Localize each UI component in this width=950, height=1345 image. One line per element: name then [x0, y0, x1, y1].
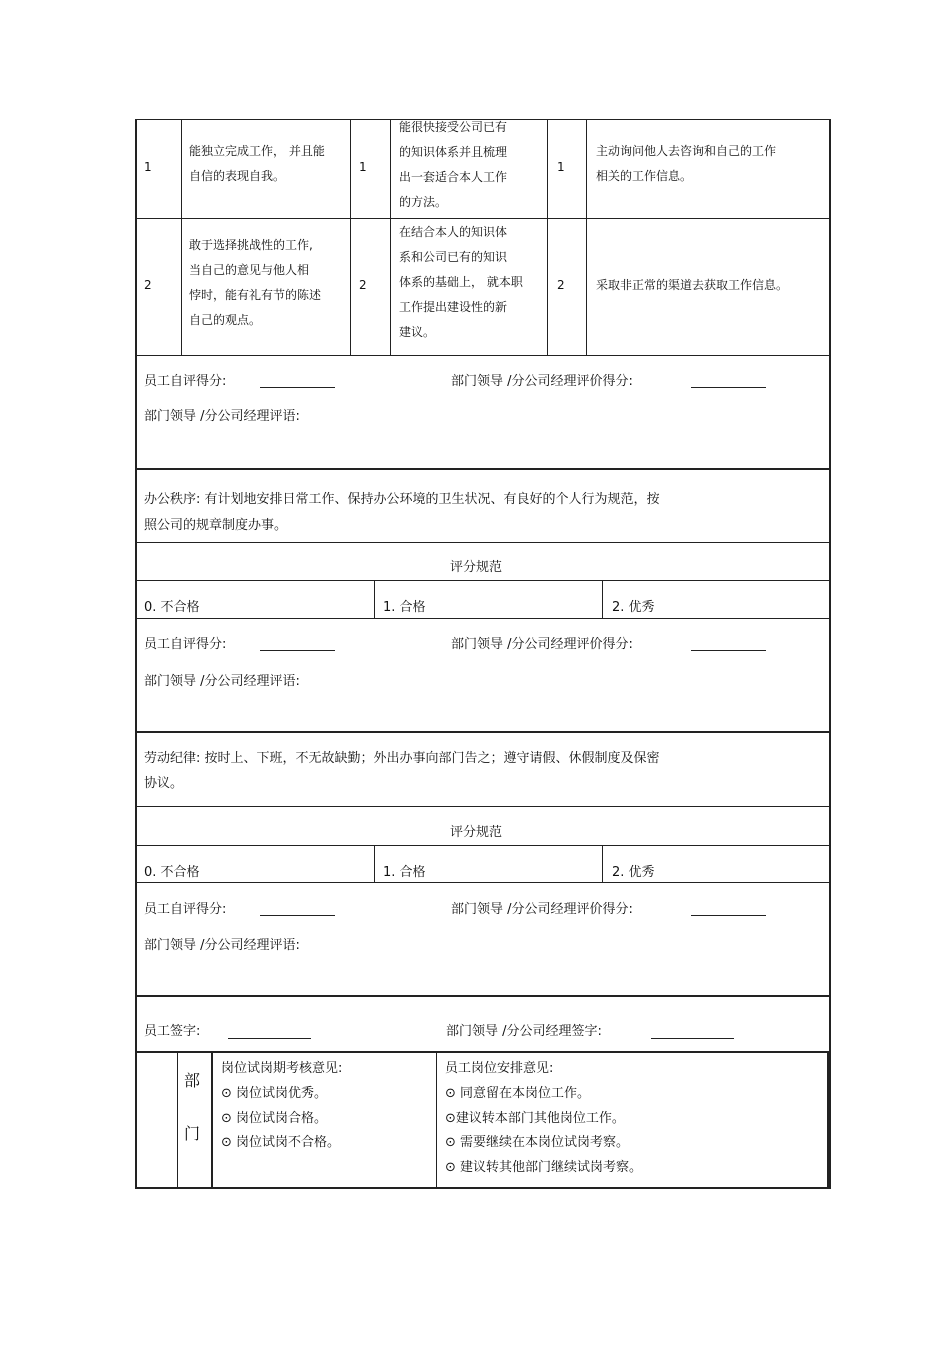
- leader-comment-label: 部门领导 /分公司经理评语:: [144, 938, 300, 953]
- level-cell: 1: [557, 160, 565, 174]
- leader-score-label: 部门领导 /分公司经理评价得分:: [451, 637, 633, 652]
- criteria-text: 采取非正常的渠道去获取工作信息。: [596, 278, 789, 292]
- option-excellent: 2. 优秀: [612, 865, 655, 880]
- leader-score-field[interactable]: [691, 650, 766, 651]
- department-label-char-1: 部: [184, 1071, 201, 1090]
- option-pass: 1. 合格: [383, 600, 426, 615]
- self-score-label: 员工自评得分:: [144, 902, 227, 917]
- probation-option-excellent[interactable]: ⊙ 岗位试岗优秀。: [221, 1086, 328, 1101]
- criteria-text: 能很快接受公司已有 的知识体系并且梳理 出一套适合本人工作 的方法。: [399, 120, 508, 209]
- placement-option-transfer-other[interactable]: ⊙ 建议转其他部门继续试岗考察。: [445, 1160, 643, 1175]
- option-fail: 0. 不合格: [144, 600, 200, 615]
- option-excellent: 2. 优秀: [612, 600, 655, 615]
- criteria-text: 在结合本人的知识体 系和公司已有的知识 体系的基础上， 就本职 工作提出建设性的新 建议。: [399, 225, 523, 339]
- office-order-text-line1: 办公秩序: 有计划地安排日常工作、保持办公环境的卫生状况、有良好的个人行为规范，按: [144, 492, 660, 507]
- self-score-field[interactable]: [260, 650, 335, 651]
- level-cell: 1: [359, 160, 367, 174]
- employee-signature-label: 员工签字:: [144, 1024, 201, 1039]
- criteria-text: 敢于选择挑战性的工作, 当自己的意见与他人相 悖时，能有礼有节的陈述 自己的观点。: [189, 238, 322, 327]
- leader-score-label: 部门领导 /分公司经理评价得分:: [451, 374, 633, 389]
- employee-signature-field[interactable]: [228, 1038, 311, 1039]
- placement-title: 员工岗位安排意见:: [445, 1061, 554, 1076]
- placement-option-stay[interactable]: ⊙ 同意留在本岗位工作。: [445, 1086, 591, 1101]
- leader-score-field[interactable]: [691, 915, 766, 916]
- criteria-title: 评分规范: [450, 825, 503, 840]
- labor-discipline-text-line2: 协议。: [144, 776, 184, 791]
- leader-score-field[interactable]: [691, 387, 766, 388]
- self-score-label: 员工自评得分:: [144, 374, 227, 389]
- leader-comment-label: 部门领导 /分公司经理评语:: [144, 409, 300, 424]
- self-score-field[interactable]: [260, 387, 335, 388]
- leader-score-label: 部门领导 /分公司经理评价得分:: [451, 902, 633, 917]
- leader-signature-field[interactable]: [651, 1038, 734, 1039]
- probation-option-fail[interactable]: ⊙ 岗位试岗不合格。: [221, 1135, 341, 1150]
- leader-signature-label: 部门领导 /分公司经理签字:: [446, 1024, 602, 1039]
- criteria-title: 评分规范: [450, 560, 503, 575]
- level-cell: 1: [144, 160, 152, 174]
- probation-title: 岗位试岗期考核意见:: [221, 1061, 343, 1076]
- level-cell: 2: [359, 278, 367, 292]
- level-cell: 2: [557, 278, 565, 292]
- self-score-field[interactable]: [260, 915, 335, 916]
- option-pass: 1. 合格: [383, 865, 426, 880]
- placement-option-continue[interactable]: ⊙ 需要继续在本岗位试岗考察。: [445, 1135, 630, 1150]
- self-score-label: 员工自评得分:: [144, 637, 227, 652]
- placement-option-transfer-dept[interactable]: ⊙建议转本部门其他岗位工作。: [445, 1111, 625, 1126]
- probation-option-pass[interactable]: ⊙ 岗位试岗合格。: [221, 1111, 328, 1126]
- office-order-text-line2: 照公司的规章制度办事。: [144, 518, 288, 533]
- option-fail: 0. 不合格: [144, 865, 200, 880]
- department-label-char-2: 门: [184, 1124, 201, 1143]
- labor-discipline-text-line1: 劳动纪律: 按时上、下班，不无故缺勤；外出办事向部门告之；遵守请假、休假制度及保密: [144, 751, 660, 766]
- level-cell: 2: [144, 278, 152, 292]
- criteria-text: 能独立完成工作， 并且能 自信的表现自我。: [189, 144, 325, 183]
- leader-comment-label: 部门领导 /分公司经理评语:: [144, 674, 300, 689]
- criteria-text: 主动询问他人去咨询和自己的工作 相关的工作信息。: [596, 144, 777, 183]
